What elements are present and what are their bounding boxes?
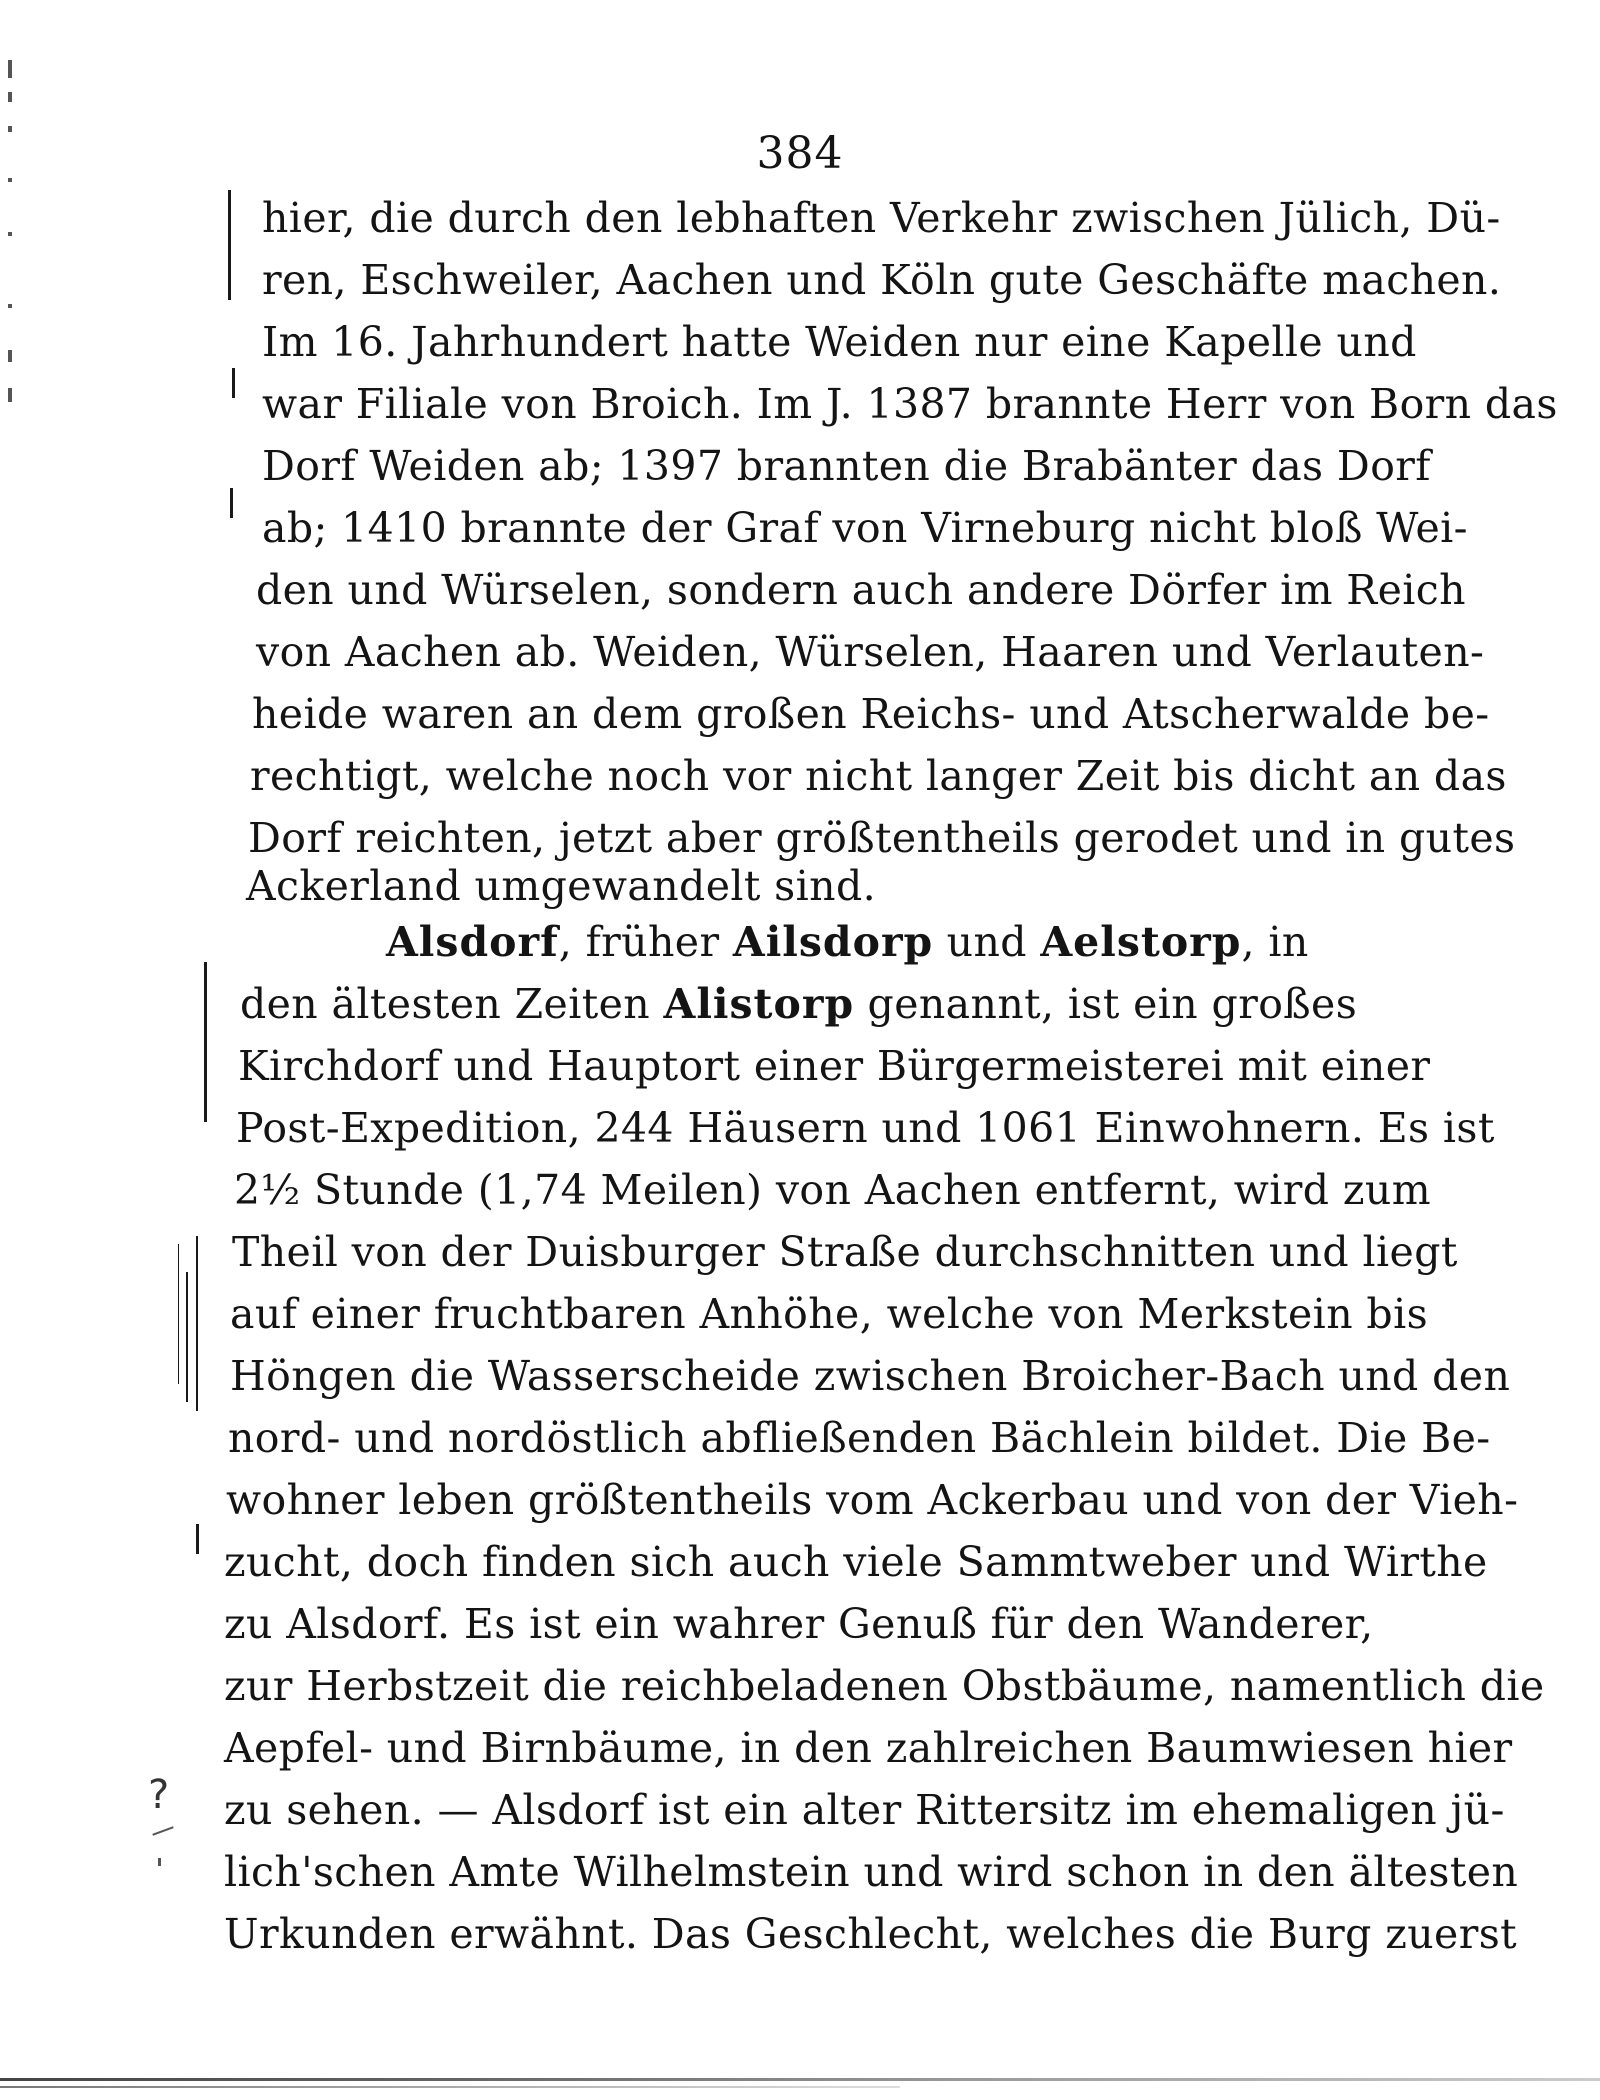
text-line: ab; 1410 brannte der Graf von Virneburg nicht bloß Wei- bbox=[262, 504, 1468, 552]
edge-speck bbox=[8, 126, 12, 132]
text-line: zu sehen. — Alsdorf ist ein alter Rittersitz im ehemaligen jü- bbox=[224, 1786, 1505, 1834]
headword-variant: Ailsdorp bbox=[732, 918, 934, 966]
text-line: rechtigt, welche noch vor nicht langer Zeit bis dicht an das bbox=[250, 752, 1507, 800]
bottom-edge-rule bbox=[0, 2086, 900, 2088]
margin-line-mark bbox=[232, 368, 235, 398]
headword: Alsdorf bbox=[386, 918, 559, 966]
edge-speck bbox=[8, 178, 12, 182]
text-line: heide waren an dem großen Reichs- und Atscherwalde be- bbox=[252, 690, 1490, 738]
edge-speck bbox=[8, 232, 12, 236]
margin-line-mark bbox=[228, 190, 231, 300]
margin-line-mark bbox=[196, 1524, 199, 1554]
text-line: zu Alsdorf. Es ist ein wahrer Genuß für den Wanderer, bbox=[224, 1600, 1374, 1648]
page-number: 384 bbox=[756, 128, 844, 179]
edge-speck bbox=[8, 388, 12, 402]
edge-speck bbox=[8, 304, 12, 308]
text-line: Dorf Weiden ab; 1397 brannten die Brabänter das Dorf bbox=[262, 442, 1431, 490]
text-span: , früher bbox=[558, 918, 733, 966]
pencil-mark-icon: ? bbox=[148, 1772, 170, 1818]
pencil-stroke bbox=[152, 1826, 173, 1835]
text-line: 2½ Stunde (1,74 Meilen) von Aachen entfernt, wird zum bbox=[234, 1166, 1431, 1214]
margin-line-mark bbox=[178, 1244, 179, 1384]
text-line: wohner leben größtentheils vom Ackerbau und von der Vieh- bbox=[226, 1476, 1519, 1524]
text-line: lich'schen Amte Wilhelmstein und wird schon in den ältesten bbox=[224, 1848, 1519, 1896]
text-span: , in bbox=[1241, 918, 1309, 966]
edge-speck bbox=[8, 60, 12, 78]
text-line: Aepfel- und Birnbäume, in den zahlreichen Baumwiesen hier bbox=[224, 1724, 1513, 1772]
text-span: den ältesten Zeiten bbox=[240, 980, 664, 1028]
text-line: war Filiale von Broich. Im J. 1387 brannte Herr von Born das bbox=[262, 380, 1558, 428]
text-line: auf einer fruchtbaren Anhöhe, welche von Merkstein bis bbox=[230, 1290, 1429, 1338]
text-line: Dorf reichten, jetzt aber größtentheils gerodet und in gutes bbox=[248, 814, 1516, 862]
headword-variant: Alistorp bbox=[663, 980, 855, 1028]
edge-speck bbox=[8, 92, 12, 102]
headword-variant: Aelstorp bbox=[1040, 918, 1242, 966]
text-line: den und Würselen, sondern auch andere Dörfer im Reich bbox=[256, 566, 1466, 614]
text-line: Kirchdorf und Hauptort einer Bürgermeisterei mit einer bbox=[238, 1042, 1431, 1090]
margin-line-mark bbox=[204, 962, 207, 1122]
text-line: Urkunden erwähnt. Das Geschlecht, welches die Burg zuerst bbox=[224, 1910, 1518, 1958]
text-line: Im 16. Jahrhundert hatte Weiden nur eine Kapelle und bbox=[262, 318, 1417, 366]
text-span: und bbox=[933, 918, 1041, 966]
text-line: zur Herbstzeit die reichbeladenen Obstbäume, namentlich die bbox=[224, 1662, 1545, 1710]
text-line: hier, die durch den lebhaften Verkehr zwischen Jülich, Dü- bbox=[262, 194, 1501, 242]
text-line: von Aachen ab. Weiden, Würselen, Haaren und Verlauten- bbox=[256, 628, 1485, 676]
text-line: Post-Expedition, 244 Häusern und 1061 Einwohnern. Es ist bbox=[236, 1104, 1495, 1152]
bottom-edge-rule bbox=[0, 2078, 1600, 2081]
margin-line-mark bbox=[230, 488, 233, 518]
margin-line-mark bbox=[196, 1236, 198, 1411]
text-line: Ackerland umgewandelt sind. bbox=[246, 862, 877, 910]
text-line: zucht, doch finden sich auch viele Sammtweber und Wirthe bbox=[224, 1538, 1488, 1586]
pencil-stroke bbox=[158, 1858, 161, 1866]
text-line bbox=[386, 916, 1309, 968]
text-line: Höngen die Wasserscheide zwischen Broicher-Bach und den bbox=[230, 1352, 1511, 1400]
edge-speck bbox=[8, 350, 12, 362]
text-line bbox=[240, 978, 1357, 1030]
text-line: ren, Eschweiler, Aachen und Köln gute Geschäfte machen. bbox=[262, 256, 1502, 304]
margin-line-mark bbox=[186, 1272, 188, 1402]
text-span: genannt, ist ein großes bbox=[854, 980, 1358, 1028]
text-line: Theil von der Duisburger Straße durchschnitten und liegt bbox=[232, 1228, 1458, 1276]
text-line: nord- und nordöstlich abfließenden Bächlein bildet. Die Be- bbox=[228, 1414, 1491, 1462]
